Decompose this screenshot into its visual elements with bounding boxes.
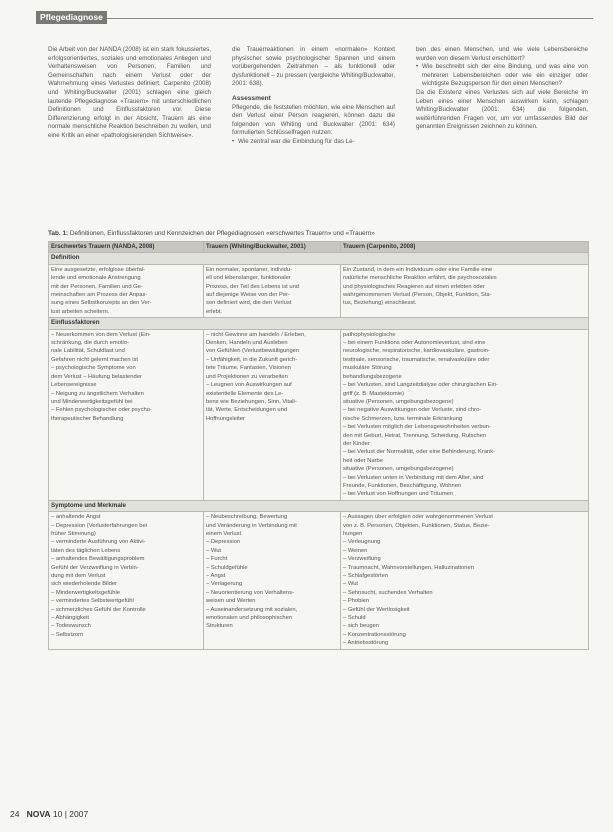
- cell-line: natürliche menschliche Reaktion erfährt, die psychosoziales: [343, 275, 497, 282]
- paragraph: die Trauerreaktionen in einem «normalen» Kontext physischer sowie psychologischer Spannen und einem vorübergehenden Zeitrahmen – als funktionell oder dysfunktionell – zu pressen (vergleiche Whiting/Buckwalter, 2001: 638).: [232, 46, 395, 88]
- cell-line: – bei Verlusten unten in Verbindung mit dem Alter, sind: [343, 474, 484, 481]
- paragraph: Da die Existenz eines Verlustes sich auf viele Bereiche im Leben eines einer Menschen auswirken kann, schlagen Whiting/Buckwalter (2001: 634) die folgenden, weiterführenden Fragen vor, um vor umfassendes Bild der genannten Ereignissen zeichnen zu können.: [416, 88, 588, 131]
- caption-label: Tab. 1:: [48, 230, 69, 237]
- cell-line: – Konzentrationsstörung: [343, 631, 406, 638]
- cell-line: – Schlafgestörten: [343, 573, 389, 580]
- cell-line: der Kinder: [343, 440, 370, 447]
- cell-line: und Minderwertigkeitsgefühl bei: [51, 398, 133, 405]
- cell-line: therapeutischer Behandlung: [51, 415, 124, 422]
- heading-assessment: Assessment: [232, 94, 271, 102]
- cell-line: – bei Verlusten, sind Langzeitdialyse oder chirurgischen Ein-: [343, 382, 498, 389]
- cell-line: son definiert wird, die den Verlust: [206, 300, 292, 307]
- cell-line: – Fehlen psychologischer oder psycho-: [51, 407, 152, 414]
- cell-line: – Sehnsucht, suchendes Verhalten: [343, 589, 433, 596]
- cell-line: – bei Verlust der Normalität, oder eine Behinderung, Krank-: [343, 449, 496, 456]
- table-cell: [341, 264, 589, 317]
- column-3: [416, 46, 588, 132]
- page-number: 24: [10, 809, 20, 819]
- cell-line: – Minderwertigkeitsgefühle: [51, 589, 120, 596]
- cell-line: tus, Beziehung) einschliesst.: [343, 300, 417, 307]
- column-header: Erschwertes Trauern (NANDA, 2008): [49, 242, 204, 253]
- cell-line: dung mit dem Verlust: [51, 573, 106, 580]
- table-cell: [49, 329, 204, 500]
- cell-line: schränkung, die durch emotio-: [51, 340, 129, 347]
- table-header-row: [49, 242, 589, 253]
- cell-line: und Veränderung in Verbindung mit: [206, 522, 297, 529]
- table-cell: [204, 264, 341, 317]
- cell-line: testinale, sensorische, traumatische, renalvaskuläre oder: [343, 356, 490, 363]
- cell-line: von z. B. Personen, Objekten, Funktionen, Status, Bezie-: [343, 522, 490, 529]
- caption-text: Definitionen, Einflussfaktoren und Kennzeichen der Pflegediagnosen «erschwertes Trauern» und «Trauern»: [69, 230, 375, 237]
- page-footer: [10, 809, 88, 819]
- cell-line: ell und lebenslanger, funktionaler: [206, 275, 291, 282]
- cell-line: Gefahren nicht gelernt machen ist: [51, 356, 139, 363]
- paragraph: Pflegende, die feststellen möchten, wie eine Menschen auf den Verlust einer Person reagieren, können dazu die folgenden von Whiting und Buckwalter (2001: 634) formulierten Schlüsselfragen nutzen:: [232, 103, 395, 137]
- table-row: [49, 264, 589, 317]
- cell-line: – anhaltendes Bewältigungsproblem: [51, 556, 145, 563]
- cell-line: früher Stimmung): [51, 531, 96, 537]
- cell-line: täten des täglichen Lebens: [51, 547, 121, 554]
- header-rule: [36, 18, 593, 19]
- cell-line: – Neuorientierung von Verhaltens-: [206, 589, 294, 596]
- cell-line: – Depression (Verlusterfahrungen bei: [51, 522, 148, 529]
- cell-line: – nicht Gewinne am handeln / Erleben,: [206, 331, 306, 338]
- cell-line: – Neuerkommen von dem Verlust (Ein-: [51, 331, 151, 338]
- paragraph: ben des einen Menschen, und wie viele Lebensbereiche wurden von diesem Verlust erschüttert?: [416, 46, 588, 62]
- paragraph: Die Arbeit von der NANDA (2008) ist ein stark fokussiertes, erfolgsorientiertes, soziales und emotionales Anliegen und Verhaltensweisen von Personen, Familien und Gemeinschaften nach einem Verlust oder der Wahrnehmung eines Verlustes definiert. Carpenito (2008) und Whiting/Buckwalter (2001) schlagen eine gleich lautende Pflegediagnose «Trauern» mit unterschiedlichen Definitionen und Einflussfaktoren vor. Diese Differenzierung erfolgt in der Absicht, Trauern als eine normale menschliche Reaktion beschreiben zu wollen, und eine Kritik an einer «pathologisierenden Sichtweise».: [48, 46, 211, 139]
- cell-line: Eine ausgesetzte, erfolglose überfal-: [51, 266, 146, 273]
- cell-line: – Phobien: [343, 598, 370, 605]
- issue-number: 10 | 2007: [52, 809, 89, 819]
- cell-line: – Neigung zu ängstlichem Verhalten: [51, 390, 144, 397]
- cell-line: – Verzweiflung: [343, 556, 381, 563]
- cell-line: lust arbeiten scheitern.: [51, 308, 110, 315]
- cell-line: Denken, Handeln und Ausleben: [206, 340, 288, 347]
- cell-line: – Furcht: [206, 556, 228, 563]
- cell-line: Freunde, Funktionen, Beschäftigung, Wohnen: [343, 482, 462, 489]
- cell-line: – bei einem Funktions oder Autonomieverlust, sind eine: [343, 340, 486, 347]
- cell-line: erlebt.: [206, 308, 223, 315]
- cell-line: tete Träume, Fantasien, Visionen: [206, 365, 291, 372]
- cell-line: – psychologische Symptome von: [51, 365, 136, 372]
- cell-line: und physiologisches Reagieren auf einen erlebten oder: [343, 283, 485, 290]
- table-caption: [48, 229, 588, 238]
- diagnosis-table: [48, 241, 589, 650]
- cell-line: – schmerzliches Gefühl der Kontrolle: [51, 606, 146, 613]
- cell-line: auf diejenige Weise von der Per-: [206, 292, 290, 299]
- cell-line: Lebensereignisse: [51, 382, 97, 389]
- cell-line: – vermindertes Selbstwertgefühl: [51, 598, 134, 605]
- column-header: Trauern (Whiting/Buckwalter, 2001): [204, 242, 341, 253]
- cell-line: muskuläre Störung: [343, 365, 392, 372]
- cell-line: existentielle Elemente des Le-: [206, 390, 284, 397]
- cell-line: – Todeswunsch: [51, 623, 91, 630]
- table-section-row: [49, 318, 589, 329]
- cell-line: dem Verlust – Häufung belastender: [51, 373, 142, 380]
- magazine-name: NOVA: [26, 809, 51, 819]
- cell-line: bens wie Beziehungen, Sinn, Vitali-: [206, 398, 297, 405]
- cell-line: meinschaften am Prozess der Anpas-: [51, 292, 148, 299]
- column-header: Trauern (Carpenito, 2008): [341, 242, 589, 253]
- table-row: [49, 329, 589, 500]
- cell-line: hungen: [343, 531, 363, 537]
- cell-line: – Weinen: [343, 547, 368, 554]
- section-title: Symptome und Merkmale: [49, 500, 589, 511]
- table-cell: [49, 512, 204, 650]
- table-cell: [204, 512, 341, 650]
- cell-line: Strukturen: [206, 623, 233, 630]
- cell-line: – Traumnacht, Wahnvorstellungen, Halluzinationen: [343, 564, 474, 571]
- cell-line: neurologische, respiratorische, kardiovaskuläre, gastroin-: [343, 348, 490, 355]
- cell-line: emotionalen und philosophischen: [206, 615, 293, 622]
- table-cell: [49, 264, 204, 317]
- cell-line: – Schuldgefühle: [206, 564, 248, 571]
- cell-line: Ein normaler, spontaner, individu-: [206, 266, 293, 273]
- cell-line: einem Verlust: [206, 531, 242, 537]
- cell-line: – bei Verlust von Hoffnungen und Träumen: [343, 491, 454, 498]
- cell-line: – Leugnen von Auswirkungen auf: [206, 382, 292, 389]
- cell-line: situative (Personen, umgebungsbezogene): [343, 466, 454, 473]
- cell-line: – sich beugen: [343, 623, 380, 630]
- cell-line: griff (z. B. Mastektomie): [343, 390, 405, 397]
- cell-line: – Wut: [343, 581, 359, 588]
- cell-line: – Verlagerung: [206, 581, 243, 588]
- cell-line: – Selbstzorn: [51, 631, 84, 638]
- cell-line: den mit Geburt, Heirat, Trennung, Scheidung, Rutschen: [343, 432, 487, 439]
- cell-line: sung eines Selbstkonzepts an den Ver-: [51, 300, 152, 307]
- cell-line: Hoffnungsleiter: [206, 415, 245, 422]
- cell-line: tät, Werte, Entscheidungen und: [206, 407, 288, 414]
- cell-line: weisen und Werten: [206, 598, 256, 605]
- cell-line: – anhaltende Angst: [51, 514, 101, 521]
- cell-line: Prozess, der Teil des Lebens ist und: [206, 283, 300, 290]
- cell-line: – Abhängigkeit: [51, 615, 90, 622]
- cell-line: lende und emotionale Anstrengung: [51, 275, 141, 282]
- cell-line: – Neubeschreibung, Bewertung: [206, 514, 288, 521]
- cell-line: – Wut: [206, 547, 222, 554]
- cell-line: behandlungsbezogene: [343, 373, 402, 380]
- cell-line: wahrgenommenen Verlust (Person, Objekt, Funktion, Sta-: [343, 292, 492, 299]
- cell-line: – Gefühl der Wertlosigkeit: [343, 606, 410, 613]
- cell-line: – verminderte Ausführung von Aktivi-: [51, 539, 146, 546]
- column-2: [232, 46, 395, 147]
- cell-line: und Projektionen zu verarbeiten: [206, 373, 288, 380]
- bullet-item: • Wie zentral war die Einbindung für das Le-: [232, 138, 395, 147]
- table-section-row: [49, 500, 589, 511]
- cell-line: nische Schmerzen, bzw. terminale Erkrankung: [343, 415, 463, 422]
- cell-line: – Unfähigkeit, in die Zukunft gerich-: [206, 356, 298, 363]
- cell-line: von Gefühlen (Verlustbewältigungen: [206, 348, 300, 355]
- cell-line: heit oder Narbe: [343, 457, 383, 464]
- bullet-item: • Wie beschreibt sich der eine Bindung, und was eine von mehreren Lebensbereichen oder wie ein einziger oder wichtigste Bezugsperson für den einen Menschen?: [416, 63, 588, 89]
- cell-line: – bei negative Auswirkungen oder Verluste, sind chro-: [343, 407, 482, 414]
- table-cell: [341, 329, 589, 500]
- cell-line: Gefühl der Verzweiflung in Verbin-: [51, 564, 139, 571]
- column-1: [48, 46, 211, 141]
- cell-line: nale Labilität, Schuldlast und: [51, 348, 125, 355]
- cell-line: – bei Verlusten möglich der Lebensgewohnheiten verbun-: [343, 424, 491, 431]
- cell-line: mit der Personen, Familien und Ge-: [51, 283, 143, 290]
- cell-line: – Verleugnung: [343, 539, 381, 546]
- section-title: Definition: [49, 253, 589, 264]
- cell-line: – Schuld: [343, 615, 366, 622]
- table-row: [49, 512, 589, 650]
- cell-line: – Aussagen über erfolgten oder wahrgenommenen Verlust: [343, 514, 493, 521]
- body-text: [48, 46, 588, 216]
- table-section-row: [49, 253, 589, 264]
- cell-line: sich wiederholende Bilder: [51, 581, 118, 588]
- cell-line: situative (Personen, umgebungsbezogene): [343, 398, 454, 405]
- cell-line: – Angst: [206, 573, 226, 580]
- cell-line: pathophysiologische: [343, 331, 396, 338]
- cell-line: Ein Zustand, in dem ein Individuum oder eine Familie eine: [343, 266, 493, 273]
- section-title: Einflussfaktoren: [49, 318, 589, 329]
- table-cell: [204, 329, 341, 500]
- cell-line: – Auseinandersetzung mit sozialen,: [206, 606, 298, 613]
- section-header: [0, 11, 613, 24]
- cell-line: – Antriebsstörung: [343, 640, 389, 647]
- cell-line: – Depression: [206, 539, 241, 546]
- section-tag: Pflegediagnose: [36, 11, 107, 24]
- table-cell: [341, 512, 589, 650]
